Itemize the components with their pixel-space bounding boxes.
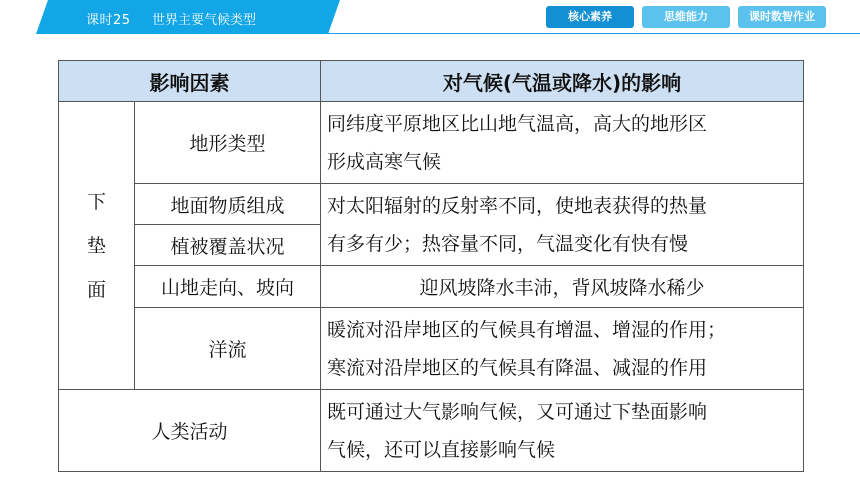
factor-cell-human: 人类活动 <box>59 390 321 472</box>
table-row <box>59 102 804 184</box>
table-row <box>59 184 804 225</box>
effect-line: 对太阳辐射的反射率不同，使地表获得的热量 <box>327 194 708 217</box>
factor-cell: 地形类型 <box>135 102 321 184</box>
top-banner <box>0 0 860 34</box>
effect-cell: 迎风坡降水丰沛，背风坡降水稀少 <box>321 266 804 308</box>
group-label-underlying-surface <box>59 102 135 390</box>
factor-cell: 洋流 <box>135 308 321 390</box>
banner-divider <box>36 33 860 34</box>
effect-line: 有多有少；热容量不同，气温变化有快有慢 <box>327 232 689 255</box>
table-row <box>59 390 804 472</box>
effect-cell <box>321 308 804 390</box>
header-factor: 影响因素 <box>59 61 321 102</box>
course-title: 世界主要气候类型 <box>152 13 257 28</box>
effect-cell <box>321 102 804 184</box>
group-label-char: 下 <box>86 190 106 213</box>
effect-line: 寒流对沿岸地区的气候具有降温、减湿的作用 <box>327 356 708 379</box>
header-effect: 对气候(气温或降水)的影响 <box>321 61 804 102</box>
course-label: 课时25 <box>86 13 131 28</box>
effect-line: 既可通过大气影响气候，又可通过下垫面影响 <box>327 400 708 423</box>
tab-core-literacy[interactable]: 核心素养 <box>546 6 634 28</box>
group-label-char: 垫 <box>86 234 106 257</box>
tab-homework[interactable]: 课时数智作业 <box>738 6 826 28</box>
table-row <box>59 308 804 390</box>
effect-cell <box>321 390 804 472</box>
effect-cell <box>321 184 804 266</box>
group-label-char: 面 <box>86 278 106 301</box>
effect-line: 同纬度平原地区比山地气温高，高大的地形区 <box>327 112 708 135</box>
effect-line: 形成高寒气候 <box>327 150 442 173</box>
effect-line: 气候，还可以直接影响气候 <box>327 438 556 461</box>
factor-cell: 山地走向、坡向 <box>135 266 321 308</box>
climate-factors-table <box>58 60 804 472</box>
factor-cell: 植被覆盖状况 <box>135 225 321 266</box>
factor-cell: 地面物质组成 <box>135 184 321 225</box>
table-header-row <box>59 61 804 102</box>
table-row <box>59 266 804 308</box>
effect-line: 暖流对沿岸地区的气候具有增温、增湿的作用； <box>327 318 727 341</box>
tab-thinking-ability[interactable]: 思维能力 <box>642 6 730 28</box>
